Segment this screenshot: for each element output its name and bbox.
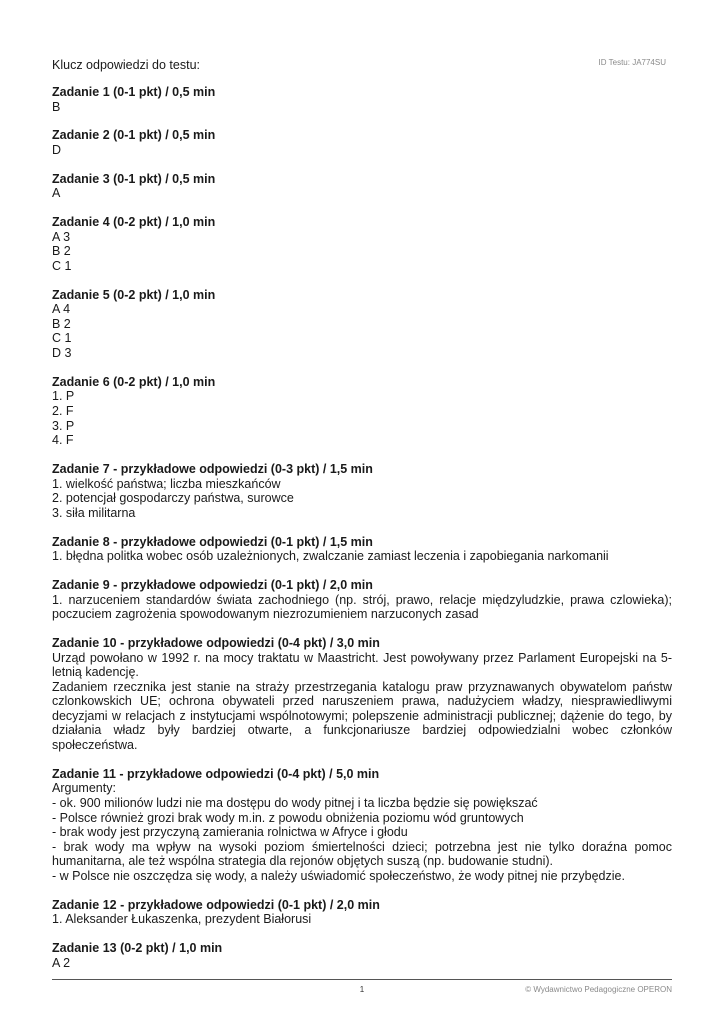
task-block xyxy=(52,172,672,201)
task-block xyxy=(52,462,672,520)
task-answer-line: C 1 xyxy=(52,331,72,346)
task-answer-line: - ok. 900 milionów ludzi nie ma dostępu do wody pitnej i ta liczba będzie się powiększać xyxy=(52,796,538,811)
task-answer-line: - w Polsce nie oszczędza się wody, a należy uświadomić społeczeństwo, że wody pitnej nie przybędzie. xyxy=(52,869,625,883)
task-answer-line: A 4 xyxy=(52,302,71,317)
task-answer-line: 2. potencjał gospodarczy państwa, surowce xyxy=(52,491,294,506)
answer-key-page xyxy=(52,56,672,985)
task-answer-line: 1. narzuceniem standardów świata zachodniego (np. strój, prawo, relacje międzyludzkie, prawa czlowieka); poczuciem zagrożenia spowodowanym niezrozumieniem narzuconych zasad xyxy=(52,592,672,622)
task-answer-line: B 2 xyxy=(52,244,71,259)
task-answer-line: Argumenty: xyxy=(52,781,116,796)
task-answer-line: C 1 xyxy=(52,258,72,273)
task-block xyxy=(52,85,672,114)
task-block xyxy=(52,288,672,361)
page-number: 1 xyxy=(359,985,365,994)
task-title: Zadanie 7 - przykładowe odpowiedzi (0-3 pkt) / 1,5 min xyxy=(52,462,373,476)
task-answer-line: B 2 xyxy=(52,316,71,331)
task-answer-line: 3. siła militarna xyxy=(52,505,136,520)
task-answer-line: 1. P xyxy=(52,389,75,404)
task-title: Zadanie 5 (0-2 pkt) / 1,0 min xyxy=(52,287,216,302)
task-title: Zadanie 4 (0-2 pkt) / 1,0 min xyxy=(52,215,216,230)
header xyxy=(52,56,672,76)
task-answer-line: A 2 xyxy=(52,955,71,970)
task-answer-line: - brak wody jest przyczyną zamierania rolnictwa w Afryce i głodu xyxy=(52,825,408,840)
task-block xyxy=(52,215,672,273)
task-block xyxy=(52,535,672,564)
task-answer-line: 1. wielkość państwa; liczba mieszkańców xyxy=(52,476,281,491)
task-answer-line: Urząd powołano w 1992 r. na mocy traktatu w Maastricht. Jest powoływany przez Parlament Europejski na 5-letnią kadencję. xyxy=(52,650,672,680)
task-answer-line: D 3 xyxy=(52,346,72,361)
task-title: Zadanie 9 - przykładowe odpowiedzi (0-1 pkt) / 2,0 min xyxy=(52,577,373,592)
task-block xyxy=(52,898,672,927)
footer-divider xyxy=(52,979,672,980)
task-answer-line: Zadaniem rzecznika jest stanie na straży przestrzegania katalogu praw przyznawanych obywatelom państw czlonkowskich UE; ochrona obywateli przed naruszeniem prawa, nadużyciem władzy, niesprawiedliwymi decyzjami w relacjach z instytucjami wspólnotowymi; polepszenie administracji publicznej; dążenie do tego, by działania władz były bardziej otwarte, a funkcjonariusze bardziej odpowiedzialni wobec członków społeczeństwa. xyxy=(52,679,672,753)
task-block xyxy=(52,128,672,157)
task-block xyxy=(52,941,672,970)
copyright-notice: © Wydawnictwo Pedagogiczne OPERON xyxy=(525,985,672,994)
task-answer-line: A 3 xyxy=(52,229,71,244)
task-title: Zadanie 1 (0-1 pkt) / 0,5 min xyxy=(52,85,216,99)
test-id: ID Testu: JA774SU xyxy=(598,58,666,67)
task-title: Zadanie 2 (0-1 pkt) / 0,5 min xyxy=(52,128,216,143)
task-title: Zadanie 13 (0-2 pkt) / 1,0 min xyxy=(52,941,223,956)
page-title: Klucz odpowiedzi do testu: xyxy=(52,58,201,72)
task-title: Zadanie 12 - przykładowe odpowiedzi (0-1 pkt) / 2,0 min xyxy=(52,897,380,912)
task-block xyxy=(52,767,672,884)
task-title: Zadanie 3 (0-1 pkt) / 0,5 min xyxy=(52,171,216,186)
task-title: Zadanie 10 - przykładowe odpowiedzi (0-4 pkt) / 3,0 min xyxy=(52,635,380,650)
task-answer-line: 1. błędna politka wobec osób uzależnionych, zwalczanie zamiast leczenia i zapobiegania narkomanii xyxy=(52,549,609,564)
task-answer-line: 2. F xyxy=(52,404,74,419)
task-block xyxy=(52,636,672,753)
task-answer-line: A xyxy=(52,186,61,201)
task-block xyxy=(52,578,672,622)
task-answer-line: 1. Aleksander Łukaszenka, prezydent Białorusi xyxy=(52,912,312,927)
task-title: Zadanie 8 - przykładowe odpowiedzi (0-1 pkt) / 1,5 min xyxy=(52,534,373,549)
task-list xyxy=(52,85,672,970)
task-answer-line: 4. F xyxy=(52,433,74,448)
task-title: Zadanie 6 (0-2 pkt) / 1,0 min xyxy=(52,374,216,389)
task-answer-line: B xyxy=(52,99,61,114)
task-answer-line: 3. P xyxy=(52,418,75,433)
task-answer-line: D xyxy=(52,142,62,157)
task-title: Zadanie 11 - przykładowe odpowiedzi (0-4 pkt) / 5,0 min xyxy=(52,766,380,781)
task-answer-line: - Polsce również grozi brak wody m.in. z powodu obniżenia poziomu wód gruntowych xyxy=(52,810,524,825)
task-block xyxy=(52,375,672,448)
task-answer-line: - brak wody ma wpływ na wysoki poziom śmiertelności dzieci; potrzebna jest nie tylko doraźna pomoc humanitarna, ale też wspólna strategia dla rejonów objętych suszą (np. budowanie studni). xyxy=(52,839,672,869)
